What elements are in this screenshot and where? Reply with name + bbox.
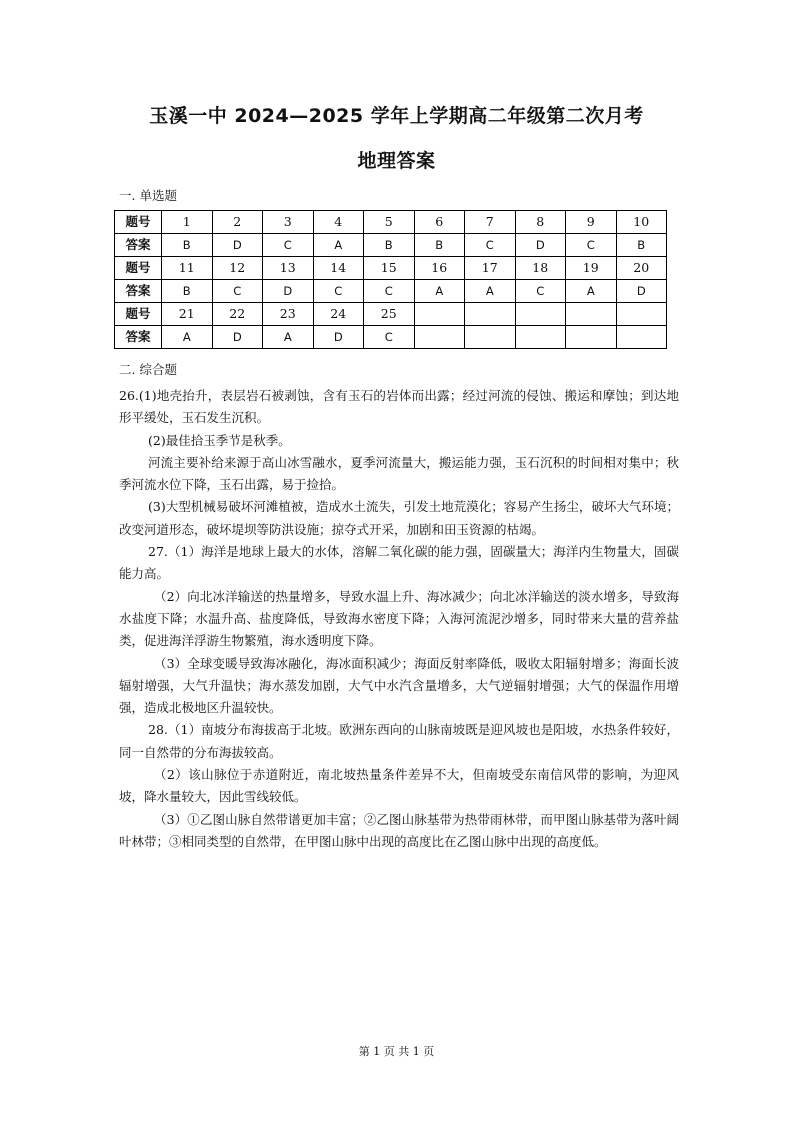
- table-cell: B: [364, 234, 415, 257]
- table-cell: [616, 326, 667, 349]
- table-row: [115, 211, 667, 234]
- table-cell: 14: [313, 257, 364, 280]
- answer-body: [119, 385, 679, 853]
- document-title: 玉溪一中 2024—2025 学年上学期高二年级第二次月考: [149, 105, 644, 127]
- table-cell: 16: [414, 257, 465, 280]
- table-cell: 6: [414, 211, 465, 234]
- answer-paragraph: （3）①乙图山脉自然带谱更加丰富；②乙图山脉基带为热带雨林带，而甲图山脉基带为落叶阔叶林带；③相同类型的自然带，在甲图山脉中出现的高度比在乙图山脉中出现的高度低。: [119, 811, 679, 849]
- table-cell: [414, 326, 465, 349]
- table-cell: B: [162, 234, 213, 257]
- row-label: 答案: [115, 280, 162, 303]
- table-cell: 15: [364, 257, 415, 280]
- answer-paragraph: （2）向北冰洋输送的热量增多，导致水温上升、海冰减少；向北冰洋输送的淡水增多，导致海水盐度下降；水温升高、盐度降低，导致海水密度下降；入海河流泥沙增多，同时带来大量的营养盐类，促进海洋浮游生物繁殖，海水透明度下降。: [119, 588, 679, 649]
- table-cell: D: [515, 234, 566, 257]
- table-cell: A: [566, 280, 617, 303]
- answer-table: [114, 210, 667, 349]
- table-cell: A: [465, 280, 516, 303]
- table-cell: 2: [212, 211, 263, 234]
- row-label: 题号: [115, 211, 162, 234]
- table-cell: C: [566, 234, 617, 257]
- table-cell: D: [616, 280, 667, 303]
- table-cell: [566, 303, 617, 326]
- table-cell: C: [364, 280, 415, 303]
- table-cell: 5: [364, 211, 415, 234]
- table-cell: 10: [616, 211, 667, 234]
- answer-paragraph: 26.(1)地壳抬升，表层岩石被剥蚀，含有玉石的岩体而出露；经过河流的侵蚀、搬运和摩蚀；到达地形平缓处，玉石发生沉积。: [119, 388, 679, 426]
- table-cell: [465, 303, 516, 326]
- table-cell: 25: [364, 303, 415, 326]
- table-cell: C: [212, 280, 263, 303]
- table-cell: 20: [616, 257, 667, 280]
- section-heading-single-choice: 一. 单选题: [119, 188, 177, 203]
- table-cell: D: [212, 326, 263, 349]
- row-label: 答案: [115, 326, 162, 349]
- document-subtitle: 地理答案: [357, 150, 436, 172]
- section-heading-comprehensive: 二. 综合题: [119, 362, 177, 377]
- table-cell: [566, 326, 617, 349]
- row-label: 题号: [115, 303, 162, 326]
- table-cell: A: [162, 326, 213, 349]
- table-cell: B: [616, 234, 667, 257]
- table-row: [115, 257, 667, 280]
- table-row: [115, 280, 667, 303]
- table-cell: 19: [566, 257, 617, 280]
- table-row: [115, 303, 667, 326]
- table-cell: 3: [263, 211, 314, 234]
- table-cell: B: [162, 280, 213, 303]
- row-label: 题号: [115, 257, 162, 280]
- table-cell: C: [263, 234, 314, 257]
- table-cell: A: [414, 280, 465, 303]
- answer-paragraph: (3)大型机械易破坏河滩植被，造成水土流失，引发土地荒漠化；容易产生扬尘，破坏大气环境；改变河道形态，破坏堤坝等防洪设施；掠夺式开采，加剧和田玉资源的枯竭。: [119, 499, 679, 537]
- table-cell: 8: [515, 211, 566, 234]
- answer-paragraph: (2)最佳拾玉季节是秋季。: [148, 432, 291, 448]
- table-cell: D: [313, 326, 364, 349]
- table-cell: 22: [212, 303, 263, 326]
- row-label: 答案: [115, 234, 162, 257]
- table-cell: D: [212, 234, 263, 257]
- table-cell: D: [263, 280, 314, 303]
- table-cell: C: [515, 280, 566, 303]
- table-cell: [616, 303, 667, 326]
- table-cell: 24: [313, 303, 364, 326]
- table-cell: 12: [212, 257, 263, 280]
- answer-paragraph: 河流主要补给来源于高山冰雪融水，夏季河流量大，搬运能力强，玉石沉积的时间相对集中；秋季河流水位下降，玉石出露，易于捡拾。: [119, 454, 679, 493]
- table-cell: 17: [465, 257, 516, 280]
- table-row: [115, 234, 667, 257]
- table-cell: [515, 303, 566, 326]
- table-cell: [414, 303, 465, 326]
- answer-paragraph: 27.（1）海洋是地球上最大的水体，溶解二氧化碳的能力强，固碳量大；海洋内生物量大，固碳能力高。: [119, 544, 679, 582]
- table-cell: 1: [162, 211, 213, 234]
- table-cell: B: [414, 234, 465, 257]
- table-cell: 13: [263, 257, 314, 280]
- answer-paragraph: （3）全球变暖导致海冰融化，海冰面积减少；海面反射率降低，吸收太阳辐射增多；海面长波辐射增强，大气升温快；海水蒸发加剧，大气中水汽含量增多，大气逆辐射增强；大气的保温作用增强，造成北极地区升温较快。: [119, 655, 679, 716]
- answer-paragraph: （2）该山脉位于赤道附近，南北坡热量条件差异不大，但南坡受东南信风带的影响，为迎风坡，降水量较大，因此雪线较低。: [119, 767, 679, 805]
- table-cell: 7: [465, 211, 516, 234]
- table-cell: 11: [162, 257, 213, 280]
- answer-paragraph: 28.（1）南坡分布海拔高于北坡。欧洲东西向的山脉南坡既是迎风坡也是阳坡，水热条件较好，同一自然带的分布海拔较高。: [119, 722, 679, 760]
- table-cell: C: [313, 280, 364, 303]
- table-cell: [465, 326, 516, 349]
- table-row: [115, 326, 667, 349]
- table-cell: A: [313, 234, 364, 257]
- table-cell: 9: [566, 211, 617, 234]
- table-cell: C: [465, 234, 516, 257]
- table-cell: C: [364, 326, 415, 349]
- table-cell: A: [263, 326, 314, 349]
- page-footer: 第 1 页 共 1 页: [358, 1045, 435, 1058]
- table-cell: 21: [162, 303, 213, 326]
- table-cell: 4: [313, 211, 364, 234]
- table-cell: 23: [263, 303, 314, 326]
- table-cell: 18: [515, 257, 566, 280]
- table-cell: [515, 326, 566, 349]
